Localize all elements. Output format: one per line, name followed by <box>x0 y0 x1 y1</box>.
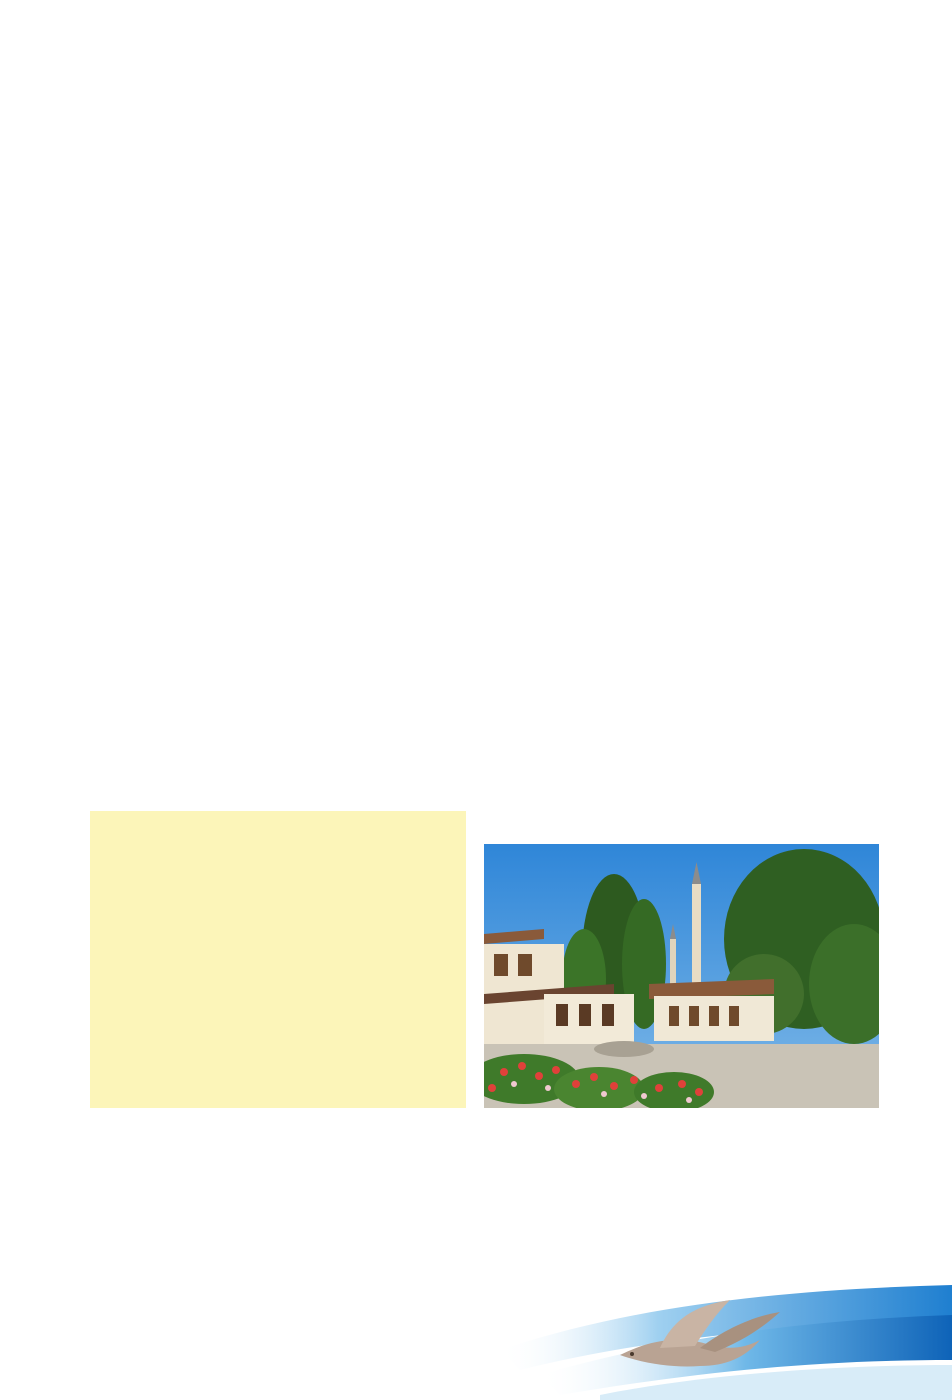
info-box <box>90 811 466 1108</box>
decorative-bird-waves <box>0 1280 952 1400</box>
palace-photo-illustration <box>484 844 879 1108</box>
palace-photo <box>484 844 879 1108</box>
